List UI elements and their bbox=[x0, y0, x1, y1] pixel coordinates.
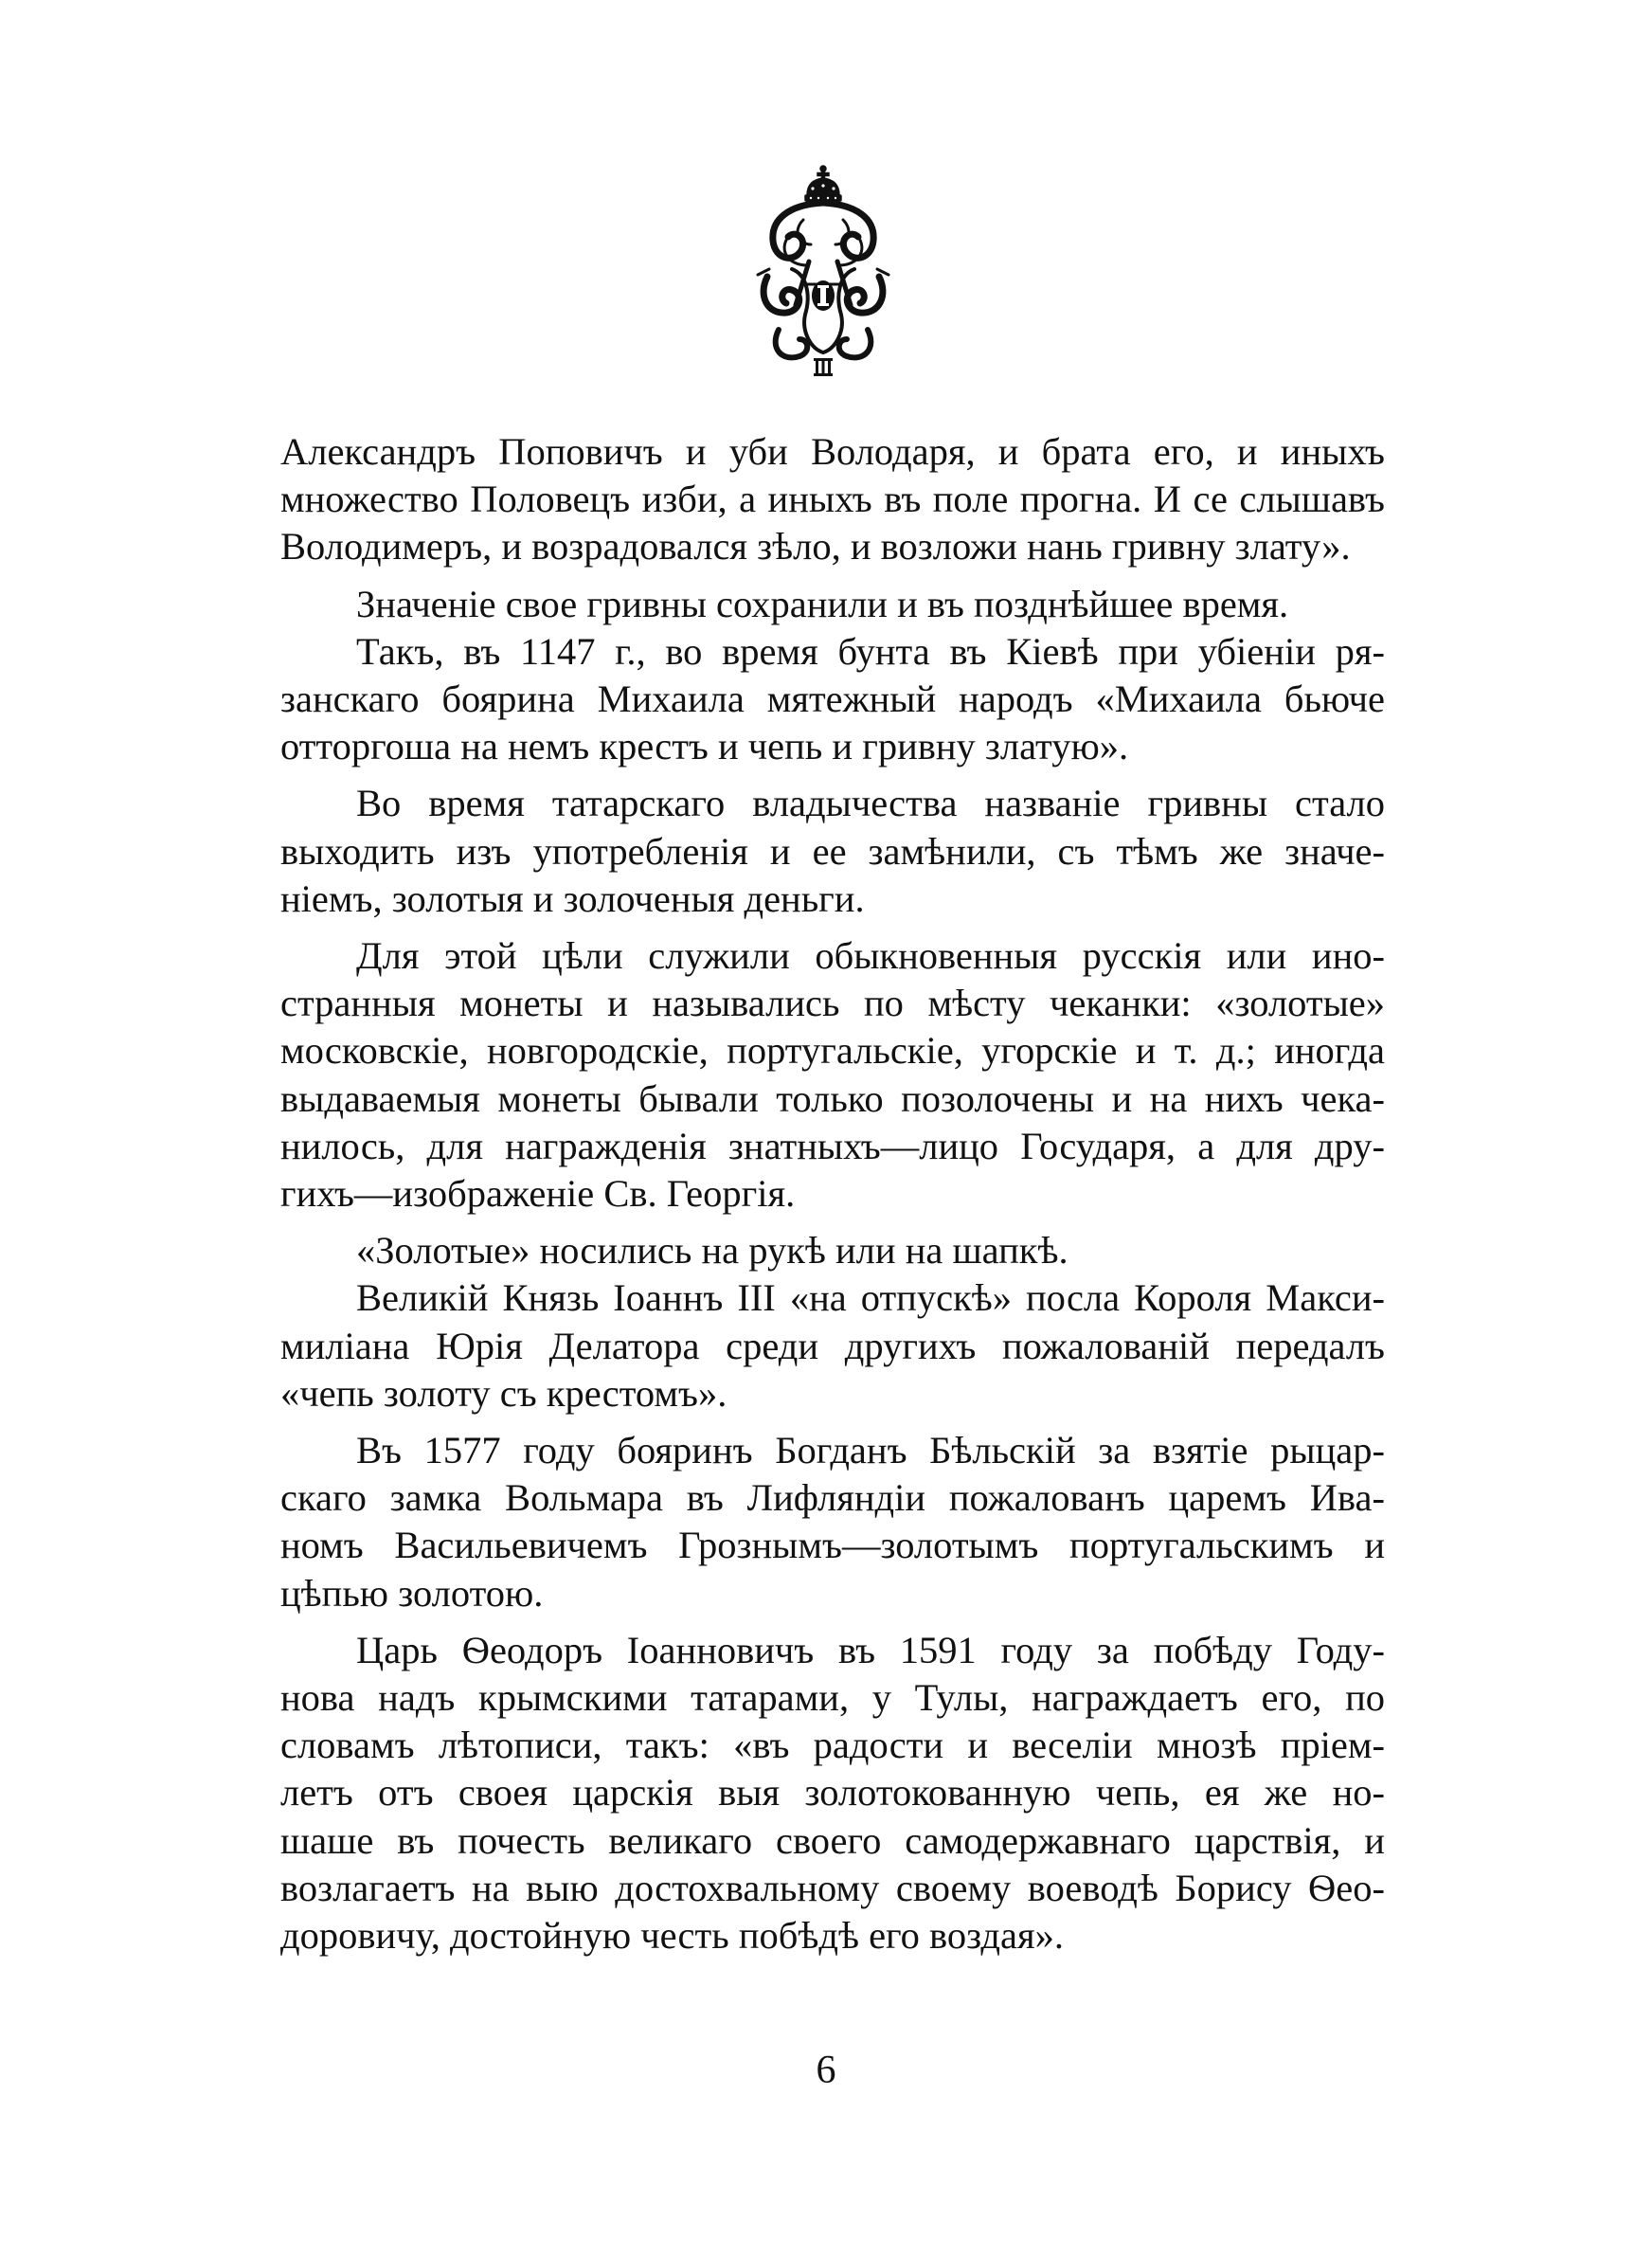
text-line: отторгоша на немъ крестъ и чепь и гривну златую». bbox=[280, 725, 1129, 768]
text-line: Володимеръ, и возрадовался зѣло, и возложи нань гривну злату». bbox=[280, 525, 1351, 569]
paragraph-gap bbox=[280, 571, 1385, 581]
paragraph bbox=[280, 1627, 1385, 1959]
paragraph-gap bbox=[280, 770, 1385, 780]
text-line: гихъ—изображеніе Св. Георгія. bbox=[280, 1172, 796, 1216]
crowned-monogram-emblem bbox=[750, 163, 896, 379]
paragraph-gap bbox=[280, 1218, 1385, 1227]
paragraph bbox=[280, 1227, 1385, 1274]
text-line: Александръ Поповичъ и уби Володаря, и брата его, и иныхъ bbox=[280, 430, 1385, 473]
text-line: Царь Ѳеодоръ Іоанновичъ въ 1591 году за побѣду Году- bbox=[356, 1628, 1385, 1671]
text-line: доровичу, достойную честь побѣдѣ его воздая». bbox=[280, 1914, 1064, 1958]
text-line: множество Половецъ изби, а иныхъ въ поле прогна. И се слышавъ bbox=[280, 478, 1385, 521]
paragraph-gap bbox=[280, 1617, 1385, 1627]
text-line: нова надъ крымскими татарами, у Тулы, награждаетъ его, по bbox=[280, 1676, 1385, 1720]
text-line: цѣпью золотою. bbox=[280, 1571, 544, 1615]
text-line: Великій Князь Іоаннъ III «на отпускѣ» посла Короля Макси- bbox=[356, 1276, 1385, 1320]
paragraph bbox=[280, 428, 1385, 571]
body-text bbox=[280, 428, 1385, 1959]
text-line: Такъ, въ 1147 г., во время бунта въ Кіевѣ при убіеніи ря- bbox=[356, 629, 1385, 673]
page-number: 6 bbox=[816, 2049, 836, 2092]
paragraph bbox=[280, 1427, 1385, 1617]
text-line: скаго замка Вольмара въ Лифляндіи пожалованъ царемъ Ива- bbox=[280, 1476, 1385, 1520]
text-line: московскіе, новгородскіе, португальскіе, угорскіе и т. д.; иногда bbox=[280, 1029, 1385, 1073]
text-line: выходить изъ употребленія и ее замѣнили, съ тѣмъ же значе- bbox=[280, 829, 1385, 873]
paragraph bbox=[280, 780, 1385, 923]
text-line: миліана Юрія Делатора среди другихъ пожалованій передалъ bbox=[280, 1324, 1385, 1367]
text-line: «чепь золоту съ крестомъ». bbox=[280, 1371, 727, 1415]
paragraph bbox=[280, 1274, 1385, 1417]
paragraph-gap bbox=[280, 1417, 1385, 1427]
text-line: возлагаетъ на выю достохвальному своему воеводѣ Борису Ѳео- bbox=[280, 1866, 1385, 1909]
text-line: Въ 1577 году бояринъ Богданъ Бѣльскій за взятіе рыцар- bbox=[356, 1429, 1385, 1472]
paragraph-gap bbox=[280, 923, 1385, 932]
text-line: «Золотые» носились на рукѣ или на шапкѣ. bbox=[356, 1229, 1068, 1273]
imperial-monogram-crown-icon bbox=[750, 163, 896, 379]
text-line: нилось, для награжденія знатныхъ—лицо Государя, а для дру- bbox=[280, 1124, 1385, 1167]
text-line: Для этой цѣли служили обыкновенныя русскія или ино- bbox=[356, 934, 1385, 978]
paragraph bbox=[280, 628, 1385, 771]
paragraph bbox=[280, 581, 1385, 628]
text-line: выдаваемыя монеты бывали только позолочены и на нихъ чека- bbox=[280, 1076, 1385, 1120]
text-line: словамъ лѣтописи, такъ: «въ радости и веселіи мнозѣ пріем- bbox=[280, 1724, 1385, 1767]
paragraph bbox=[280, 932, 1385, 1218]
text-line: ніемъ, золотыя и золоченыя деньги. bbox=[280, 876, 865, 920]
text-line: номъ Васильевичемъ Грознымъ—золотымъ португальскимъ и bbox=[280, 1524, 1385, 1567]
text-line: странныя монеты и назывались по мѣсту чеканки: «золотые» bbox=[280, 982, 1385, 1025]
text-line: летъ отъ своея царскія выя золотокованную чепь, ея же но- bbox=[280, 1771, 1385, 1815]
text-line: шаше въ почесть великаго своего самодержавнаго царствія, и bbox=[280, 1818, 1385, 1862]
text-line: Во время татарскаго владычества названіе гривны стало bbox=[356, 782, 1385, 825]
text-line: занскаго боярина Михаила мятежный народъ «Михаила бьюче bbox=[280, 677, 1385, 721]
text-line: Значеніе свое гривны сохранили и въ позднѣйшее время. bbox=[356, 582, 1289, 625]
